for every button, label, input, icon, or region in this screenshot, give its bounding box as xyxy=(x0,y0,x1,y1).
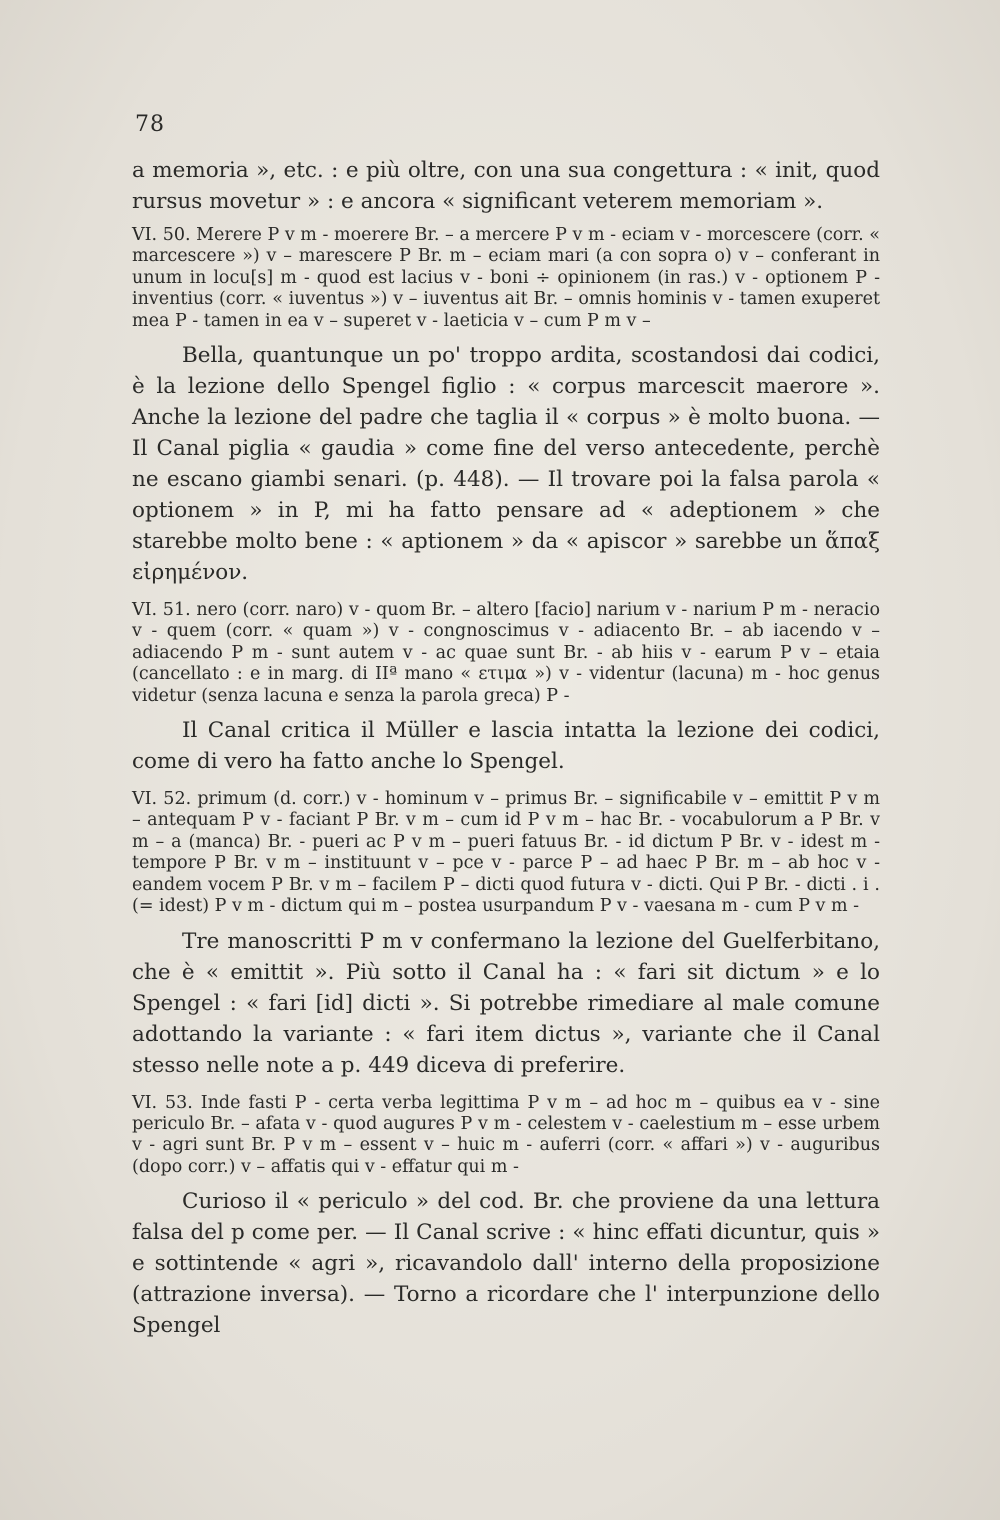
critical-apparatus-note: VI. 51. nero (corr. naro) v - quom Br. – altero [facio] narium v - narium P m - neracio v - quem (corr. « quam ») v - congnoscimus v - adiacento Br. – ab iacendo v – adiacendo P m - sunt autem v - ac quae sunt Br. - ab hiis v - earum P v – etaia (cancellato : e in marg. di IIª mano « ετιμα ») v - videntur (lacuna) m - hoc genus videtur (senza lacuna e senza la parola greca) P - xyxy=(132,600,880,706)
page-body xyxy=(132,155,880,1341)
main-paragraph: Il Canal critica il Müller e lascia intatta la lezione dei codici, come di vero ha fatto anche lo Spengel. xyxy=(132,718,880,775)
main-paragraph: Bella, quantunque un po' troppo ardita, scostandosi dai codici, è la lezione dello Spengel figlio : « corpus marcescit maerore ». Anche la lezione del padre che taglia il « corpus » è molto buona. — Il Canal piglia « gaudia » come fine del verso antecedente, perchè ne escano giambi senari. (p. 448). — Il trovare poi la falsa parola « optionem » in P, mi ha fatto pensare ad « adeptionem » che starebbe molto bene : « aptionem » da « apiscor » sarebbe un ἅπαξ εἰρημένον. xyxy=(132,343,880,586)
main-paragraph: a memoria », etc. : e più oltre, con una sua congettura : « init, quod rursus movetur » : e ancora « significant veterem memoriam ». xyxy=(132,158,880,214)
page-number: 78 xyxy=(135,112,165,137)
critical-apparatus-note: VI. 50. Merere P v m - moerere Br. – a mercere P v m - eciam v - morcescere (corr. « marcescere ») v – marescere P Br. m – eciam mari (a con sopra o) v – conferant in unum in locu[s] m - quod est lacius v - boni ÷ opinionem (in ras.) v - optionem P - inventius (corr. « iuventus ») v – iuventus ait Br. – omnis hominis v - tamen exuperet mea P - tamen in ea v – superet v - laeticia v – cum P m v – xyxy=(132,225,880,331)
critical-apparatus-note: VI. 53. Inde fasti P - certa verba legittima P v m – ad hoc m – quibus ea v - sine periculo Br. – afata v - quod augures P v m - celestem v - caelestium m – esse urbem v - agri sunt Br. P v m – essent v – huic m - auferri (corr. « affari ») v - auguribus (dopo corr.) v – affatis qui v - effatur qui m - xyxy=(132,1092,880,1177)
main-paragraph: Tre manoscritti P m v confermano la lezione del Guelferbitano, che è « emittit ». Più sotto il Canal ha : « fari sit dictum » e lo Spengel : « fari [id] dicti ». Si potrebbe rimediare al male comune adottando la variante : « fari item dictus », variante che il Canal stesso nelle note a p. 449 diceva di preferire. xyxy=(132,928,880,1078)
critical-apparatus-note: VI. 52. primum (d. corr.) v - hominum v – primus Br. – significabile v – emittit P v m – antequam P v - faciant P Br. v m – cum id P v m – hac Br. - vocabulorum a P Br. v m – a (manca) Br. - pueri ac P v m – pueri fatuus Br. - id dictum P Br. v - idest m - tempore P Br. v m – instituunt v – pce v - parce P – ad haec P Br. m – ab hoc v - eandem vocem P Br. v m – facilem P – dicti quod futura v - dicti. Qui P Br. - dicti . i . (= idest) P v m - dictum qui m – postea usurpandum P v - vaesana m - cum P v m - xyxy=(132,789,880,917)
main-paragraph: Curioso il « periculo » del cod. Br. che proviene da una lettura falsa del p come per. — Il Canal scrive : « hinc effati dicuntur, quis » e sottintende « agri », ricavandolo dall' interno della proposizione (attrazione inversa). — Torno a ricordare che l' interpunzione dello Spengel xyxy=(132,1189,880,1339)
